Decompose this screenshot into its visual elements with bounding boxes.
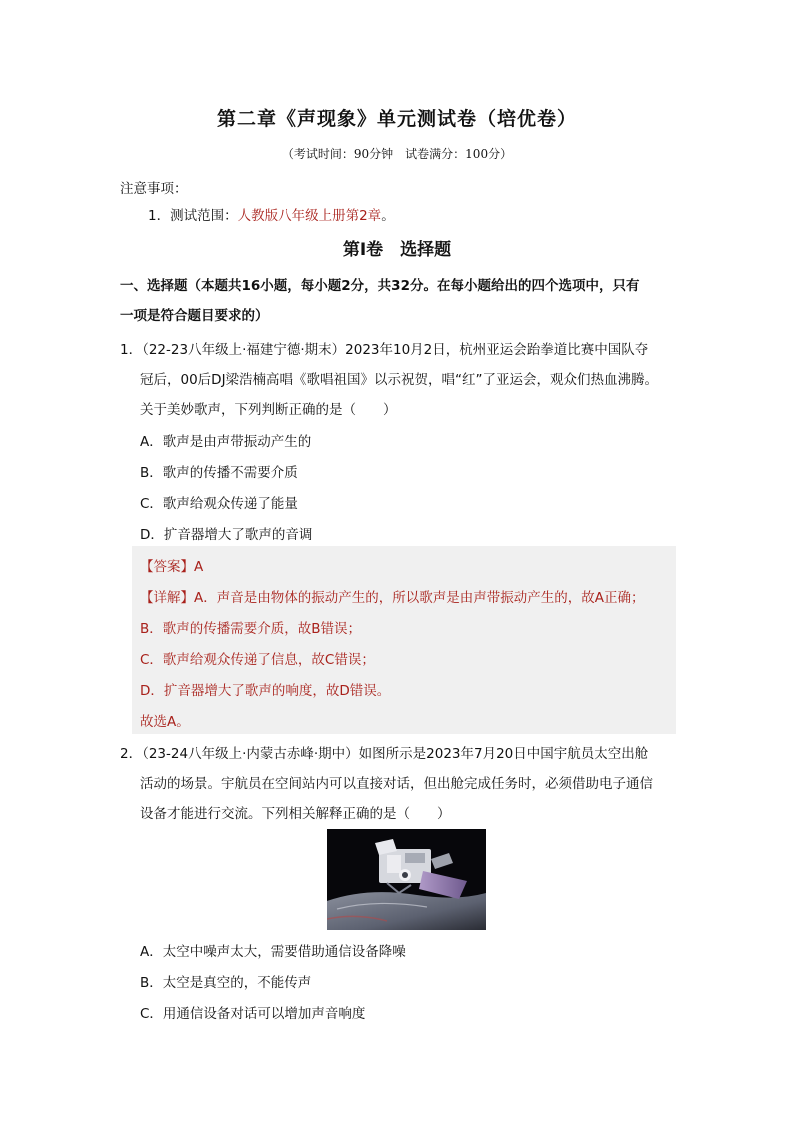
page-title: 第二章《声现象》单元测试卷（培优卷） (216, 108, 577, 130)
q1-answer: 【答案】A (140, 559, 204, 575)
q1-stem-line2: 冠后，00后DJ梁浩楠高唱《歌唱祖国》以示祝贺，唱“红”了亚运会，观众们热血沸腾。 (140, 372, 659, 388)
q1-option-d: D．扩音器增大了歌声的音调 (140, 527, 313, 543)
spacewalk-illustration (327, 829, 486, 930)
q2-stem-line3: 设备才能进行交流。下列相关解释正确的是（ ） (140, 806, 451, 822)
notice-label: 注意事项： (120, 181, 188, 197)
part-instruction-line2: 一项是符合题目要求的） (120, 308, 269, 324)
q1-detail-line3: C．歌声给观众传递了信息，故C错误； (140, 652, 375, 668)
notice-item (148, 204, 395, 224)
part-instruction-line1: 一、选择题（本题共16小题，每小题2分，共32分。在每小题给出的四个选项中，只有 (120, 278, 640, 294)
q2-stem-line1: 2．（23-24八年级上·内蒙古赤峰·期中）如图所示是2023年7月20日中国宇航员太空出舱 (120, 746, 649, 762)
q1-option-a: A．歌声是由声带振动产生的 (140, 434, 312, 450)
exam-info: （考试时间：90分钟 试卷满分：100分） (281, 147, 513, 161)
q1-detail-line2: B．歌声的传播需要介质，故B错误； (140, 621, 362, 637)
q1-stem-line3: 关于美妙歌声，下列判断正确的是（ ） (140, 402, 397, 418)
section-title: 第Ⅰ卷 选择题 (342, 240, 452, 260)
q1-option-b: B．歌声的传播不需要介质 (140, 465, 298, 481)
q1-detail-line4: D．扩音器增大了歌声的响度，故D错误。 (140, 683, 391, 699)
q1-option-c: C．歌声给观众传递了能量 (140, 496, 298, 512)
q1-detail-line1: 【详解】A．声音是由物体的振动产生的，所以歌声是由声带振动产生的，故A正确； (140, 590, 645, 606)
q1-answer-panel (132, 546, 676, 734)
notice-item-prefix: 1．测试范围： (148, 208, 238, 224)
astronaut-spacewalk-photo (327, 829, 486, 930)
q2-stem-line2: 活动的场景。宇航员在空间站内可以直接对话，但出舱完成任务时，必须借助电子通信 (140, 776, 653, 792)
q2-option-a: A．太空中噪声太大，需要借助通信设备降噪 (140, 944, 406, 960)
q2-option-c: C．用通信设备对话可以增加声音响度 (140, 1006, 366, 1022)
q2-option-b: B．太空是真空的，不能传声 (140, 975, 312, 991)
notice-item-highlight: 人教版八年级上册第2章 (237, 208, 382, 224)
q1-detail-line5: 故选A。 (140, 714, 190, 730)
q1-stem-line1: 1．（22-23八年级上·福建宁德·期末）2023年10月2日，杭州亚运会跆拳道比赛中国队夺 (120, 342, 649, 358)
notice-item-suffix: 。 (381, 208, 395, 224)
